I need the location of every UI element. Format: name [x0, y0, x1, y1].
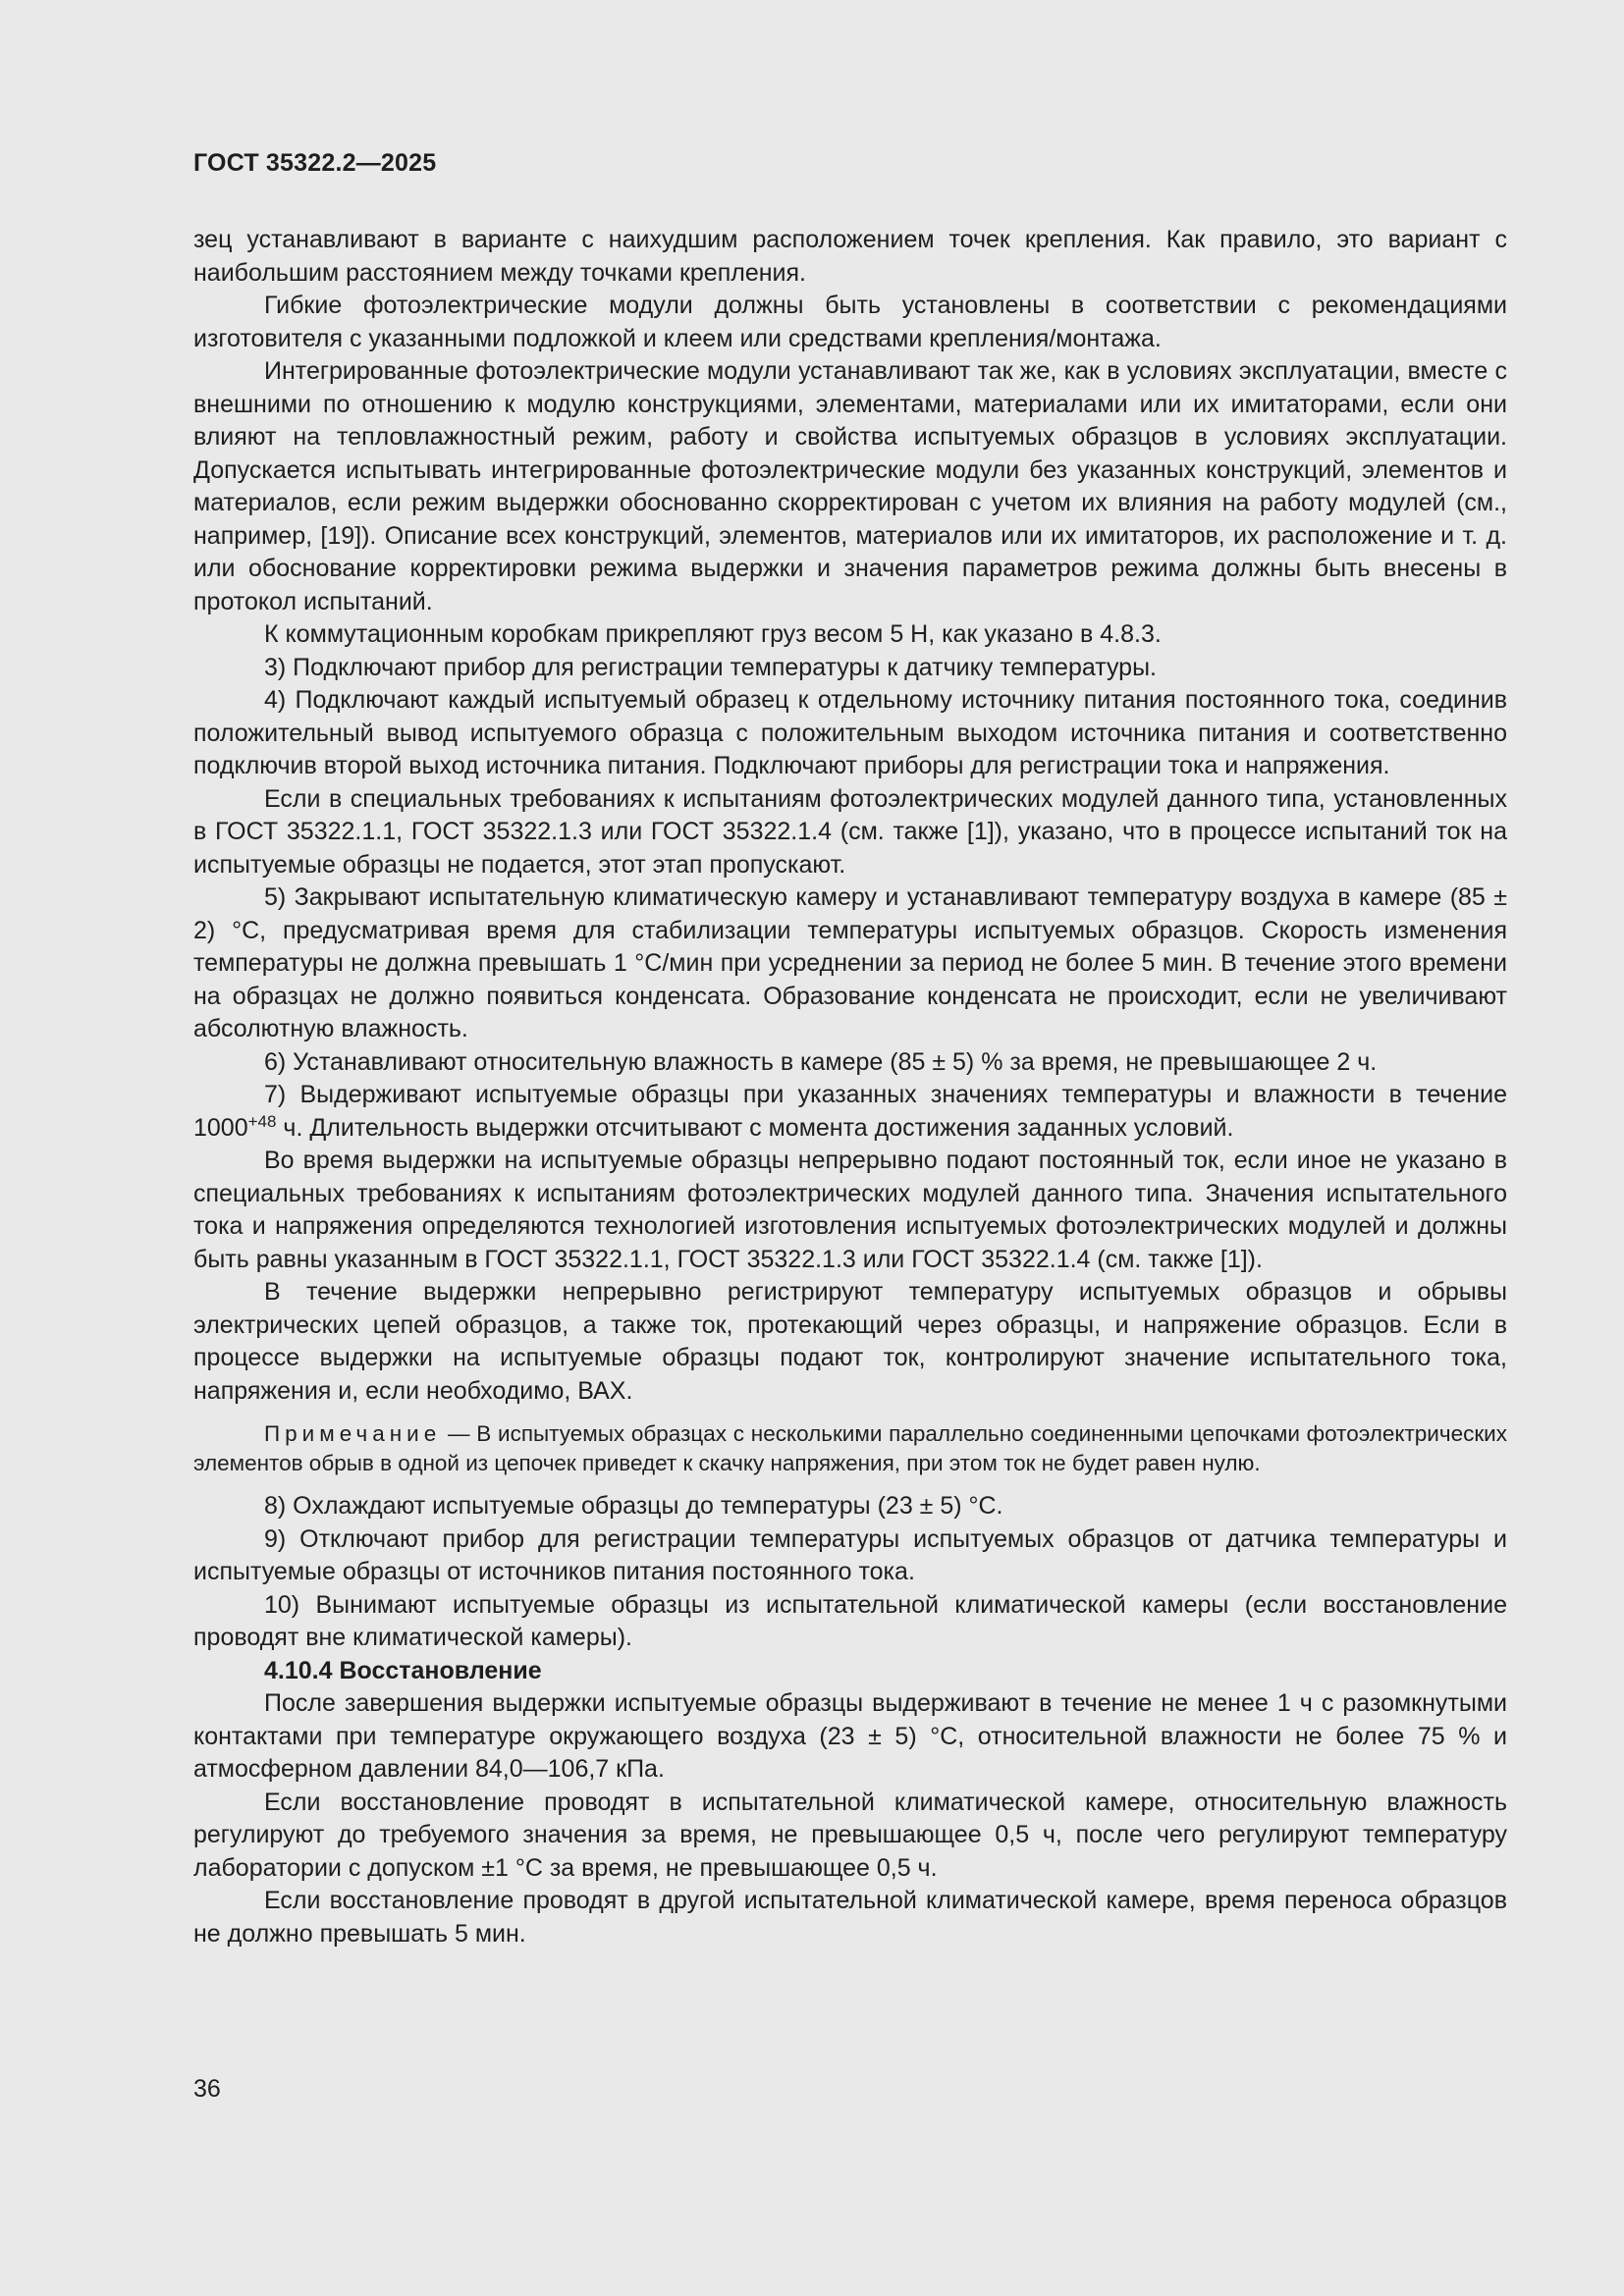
page-number: 36 [193, 2075, 221, 2103]
list-item-step-3: 3) Подключают прибор для регистрации температуры к датчику температуры. [264, 653, 1157, 681]
list-item-step-9: 9) Отключают прибор для регистрации температуры испытуемых образцов от датчика температуры и испытуемые образцы от источников питания постоянного тока. [193, 1524, 1507, 1585]
step-7-text-cont: ч. Длительность выдержки отсчитывают с момента достижения заданных условий. [276, 1113, 1234, 1142]
paragraph: После завершения выдержки испытуемые образцы выдерживают в течение не менее 1 ч с разомкнутыми контактами при температуре окружающего воздуха (23 ± 5) °С, относительной влажности не более 75 % и атмосферном давлении 84,0—106,7 кПа. [193, 1689, 1507, 1783]
paragraph: Если в специальных требованиях к испытаниям фотоэлектрических модулей данного типа, установленных в ГОСТ 35322.1.1, ГОСТ 35322.1.3 или ГОСТ 35322.1.4 (см. также [1]), указано, что в процессе испытаний ток на испытуемые образцы не подается, этот этап пропускают. [193, 784, 1507, 879]
paragraph: зец устанавливают в варианте с наихудшим расположением точек крепления. Как правило, это вариант с наибольшим расстоянием между точками крепления. [193, 226, 1507, 287]
document-header: ГОСТ 35322.2—2025 [193, 149, 437, 177]
list-item-step-5: 5) Закрывают испытательную климатическую камеру и устанавливают температуру воздуха в камере (85 ± 2) °С, предусматривая время для стабилизации температуры испытуемых образцов. Скорость изменения температуры не должна превышать 1 °С/мин при усреднении за период не более 5 мин. В течение этого времени на образцах не должно появиться конденсата. Образование конденсата не происходит, если не увеличивают абсолютную влажность. [193, 883, 1507, 1042]
paragraph: Гибкие фотоэлектрические модули должны быть установлены в соответствии с рекомендациями изготовителя с указанными подложкой и клеем или средствами крепления/монтажа. [193, 292, 1507, 352]
note-label: Примечание [264, 1421, 442, 1446]
paragraph: Во время выдержки на испытуемые образцы непрерывно подают постоянный ток, если иное не указано в специальных требованиях к испытаниям фотоэлектрических модулей данного типа. Значения испытательного тока и напряжения определяются технологией изготовления испытуемых фотоэлектрических модулей и должны быть равны указанным в ГОСТ 35322.1.1, ГОСТ 35322.1.3 или ГОСТ 35322.1.4 (см. также [1]). [193, 1147, 1507, 1273]
list-item-step-6: 6) Устанавливают относительную влажность в камере (85 ± 5) % за время, не превышающее 2 ч. [264, 1047, 1378, 1076]
list-item-step-10: 10) Вынимают испытуемые образцы из испытательной климатической камеры (если восстановление проводят вне климатической камеры). [193, 1590, 1507, 1651]
paragraph: В течение выдержки непрерывно регистрируют температуру испытуемых образцов и обрывы электрических цепей образцов, а также ток, протекающий через образцы, и напряжение образцов. Если в процессе выдержки на испытуемые образцы подают ток, контролируют значение испытательного тока, напряжения и, если необходимо, ВАХ. [193, 1278, 1507, 1405]
step-7-text: 7) Выдерживают испытуемые образцы при указанных значениях температуры и влажности в течение 1000 [193, 1081, 1507, 1142]
list-item-step-8: 8) Охлаждают испытуемые образцы до температуры (23 ± 5) °С. [264, 1492, 1003, 1520]
paragraph: К коммутационным коробкам прикрепляют груз весом 5 Н, как указано в 4.8.3. [264, 620, 1162, 648]
paragraph: Если восстановление проводят в другой испытательной климатической камере, время переноса образцов не должно превышать 5 мин. [193, 1887, 1507, 1948]
paragraph: Интегрированные фотоэлектрические модули устанавливают так же, как в условиях эксплуатации, вместе с внешними по отношению к модулю конструкциями, элементами, материалами или их имитаторами, если они влияют на тепловлажностный режим, работу и свойства испытуемых образцов в условиях эксплуатации. Допускается испытывать интегрированные фотоэлектрические модули без указанных конструкций, элементов и материалов, если режим выдержки обоснованно скорректирован с учетом их влияния на работу модулей (см., например, [19]). Описание всех конструкций, элементов, материалов или их имитаторов, их расположение и т. д. или обоснование корректировки режима выдержки и значения параметров режима должны быть внесены в протокол испытаний. [193, 357, 1507, 615]
paragraph: Если восстановление проводят в испытательной климатической камере, относительную влажность регулируют до требуемого значения за время, не превышающее 0,5 ч, после чего регулируют температуру лаборатории с допуском ±1 °С за время, не превышающее 0,5 ч. [193, 1788, 1507, 1882]
note-text: В испытуемых образцах с несколькими параллельно соединенными цепочками фотоэлектрических элементов обрыв в одной из цепочек приведет к скачку напряжения, при этом ток не будет равен нулю. [193, 1421, 1507, 1475]
document-body [193, 224, 1507, 1950]
list-item-step-4: 4) Подключают каждый испытуемый образец к отдельному источнику питания постоянного тока, соединив положительный вывод испытуемого образца с положительным выходом источника питания и соответственно подключив второй выход источника питания. Подключают приборы для регистрации тока и напряжения. [193, 686, 1507, 779]
note [193, 1419, 1507, 1478]
section-heading: 4.10.4 Восстановление [264, 1656, 542, 1684]
note-dash: — [441, 1421, 477, 1446]
list-item-step-7 [193, 1079, 1507, 1145]
duration-tolerance: +48 [247, 1111, 277, 1131]
